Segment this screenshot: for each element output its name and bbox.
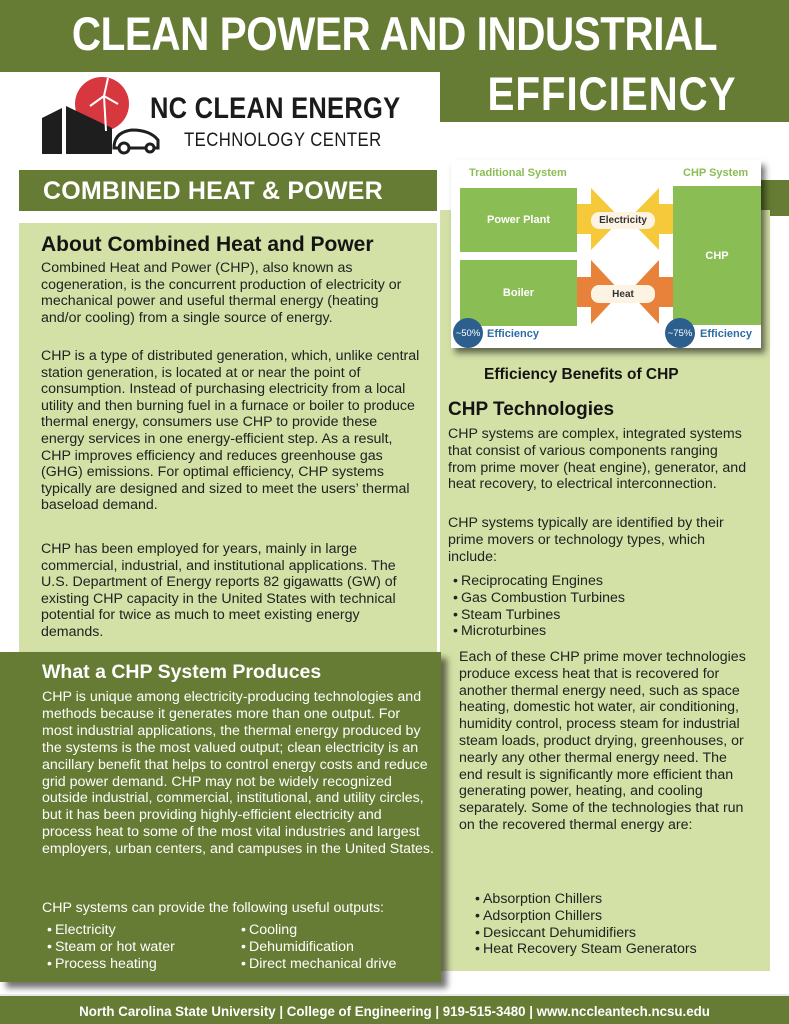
list-item: • Steam Turbines <box>453 607 625 624</box>
about-paragraph-1: Combined Heat and Power (CHP), also known as cogeneration, is the concurrent production of electricity or mechanical power and useful thermal energy (heating and/or cooling) from a single source of energy. <box>41 260 402 326</box>
list-item: • Dehumidification <box>241 939 396 956</box>
chp-box: CHP <box>673 186 761 325</box>
traditional-efficiency-label: Efficiency <box>487 328 539 340</box>
technologies-heading: CHP Technologies <box>448 399 615 420</box>
about-paragraph-3: CHP has been employed for years, mainly in large commercial, industrial, and institutional applications. The U.S. Department of Energy reports 82 gigawatts (GW) of existing CHP capacity in the United States with technical potential for twice as much to meet existing energy demands. <box>41 541 397 640</box>
list-item: • Reciprocating Engines <box>453 573 625 590</box>
about-heading: About Combined Heat and Power <box>41 233 374 256</box>
footer <box>0 994 789 1024</box>
logo-subtitle: TECHNOLOGY CENTER <box>184 130 382 151</box>
electricity-label: Electricity <box>591 212 655 229</box>
boiler-box: Boiler <box>460 260 577 326</box>
produces-panel <box>0 652 441 982</box>
list-item: • Desiccant Dehumidifiers <box>475 925 697 942</box>
diagram-caption: Efficiency Benefits of CHP <box>484 366 679 383</box>
section-banner <box>19 170 437 211</box>
efficiency-diagram <box>451 160 761 348</box>
chp-efficiency-badge: ~75% <box>665 318 695 348</box>
produces-paragraph-1: CHP is unique among electricity-producing technologies and methods because it generates more than one output. For most industrial applications, the thermal energy produced by the systems is the most valued output; clean electricity is an ancillary benefit that helps to control energy costs and reduce grid power demand. CHP may not be widely recognized outside industrial, commercial, institutional, and utility circles, but it has been providing highly-efficient electricity and process heat to some of the most vital industries and largest employers, urban centers, and campuses in the United States. <box>42 689 434 858</box>
traditional-system-label: Traditional System <box>469 167 567 179</box>
recovered-tech-list <box>475 891 697 958</box>
technologies-paragraph-3: Each of these CHP prime mover technologies produce excess heat that is recovered for another thermal energy need, such as space heating, domestic hot water, air conditioning, humidity control, process steam for industrial steam loads, product drying, greenhouses, or nearly any other thermal energy need. The end result is significantly more efficient than generating power, heating, and cooling separately. Some of the technologies that run on the recovered thermal energy are: <box>459 649 746 833</box>
section-banner-label: COMBINED HEAT & POWER <box>43 177 383 205</box>
chp-efficiency-label: Efficiency <box>700 328 752 340</box>
traditional-efficiency-badge: ~50% <box>453 318 483 348</box>
produces-paragraph-2: CHP systems can provide the following useful outputs: <box>42 900 384 916</box>
list-item: • Adsorption Chillers <box>475 908 697 925</box>
list-item: • Absorption Chillers <box>475 891 697 908</box>
list-item: • Cooling <box>241 922 396 939</box>
page-title-line2: EFFICIENCY <box>487 67 737 120</box>
list-item: • Direct mechanical drive <box>241 956 396 973</box>
list-item: • Process heating <box>47 956 175 973</box>
power-plant-box: Power Plant <box>460 188 577 252</box>
list-item: • Electricity <box>47 922 175 939</box>
technologies-paragraph-1: CHP systems are complex, integrated systems that consist of various components ranging from prime mover (heat engine), generator, and heat recovery, to electrical interconnection. <box>448 426 747 493</box>
technologies-paragraph-2: CHP systems typically are identified by their prime movers or technology types, which include: <box>448 515 724 565</box>
footer-contact: North Carolina State University | College of Engineering | 919-515-3480 | www.nccleantech.ncsu.edu <box>79 1003 710 1019</box>
about-panel <box>19 223 437 653</box>
about-paragraph-2: CHP is a type of distributed generation, which, unlike central station generation, is located at or near the point of consumption. Instead of purchasing electricity from a local utility and then burning fuel in a furnace or boiler to produce thermal energy, consumers use CHP to provide these energy services in one energy-efficient step. As a result, CHP improves efficiency and reduces greenhouse gas (GHG) emissions. For optimal efficiency, CHP systems typically are designed and sized to meet the users’ thermal baseload demand. <box>41 348 420 514</box>
outputs-list-col1 <box>47 922 175 973</box>
list-item: • Heat Recovery Steam Generators <box>475 941 697 958</box>
list-item: • Steam or hot water <box>47 939 175 956</box>
produces-heading: What a CHP System Produces <box>42 661 322 683</box>
outputs-list-col2 <box>241 922 396 973</box>
list-item: • Gas Combustion Turbines <box>453 590 625 607</box>
logo-name: NC CLEAN ENERGY <box>150 92 401 125</box>
page-title-line1: CLEAN POWER AND INDUSTRIAL <box>71 7 718 60</box>
technology-types-list <box>453 573 625 640</box>
heat-label: Heat <box>591 285 655 303</box>
list-item: • Microturbines <box>453 623 625 640</box>
chp-system-label: CHP System <box>683 167 749 179</box>
